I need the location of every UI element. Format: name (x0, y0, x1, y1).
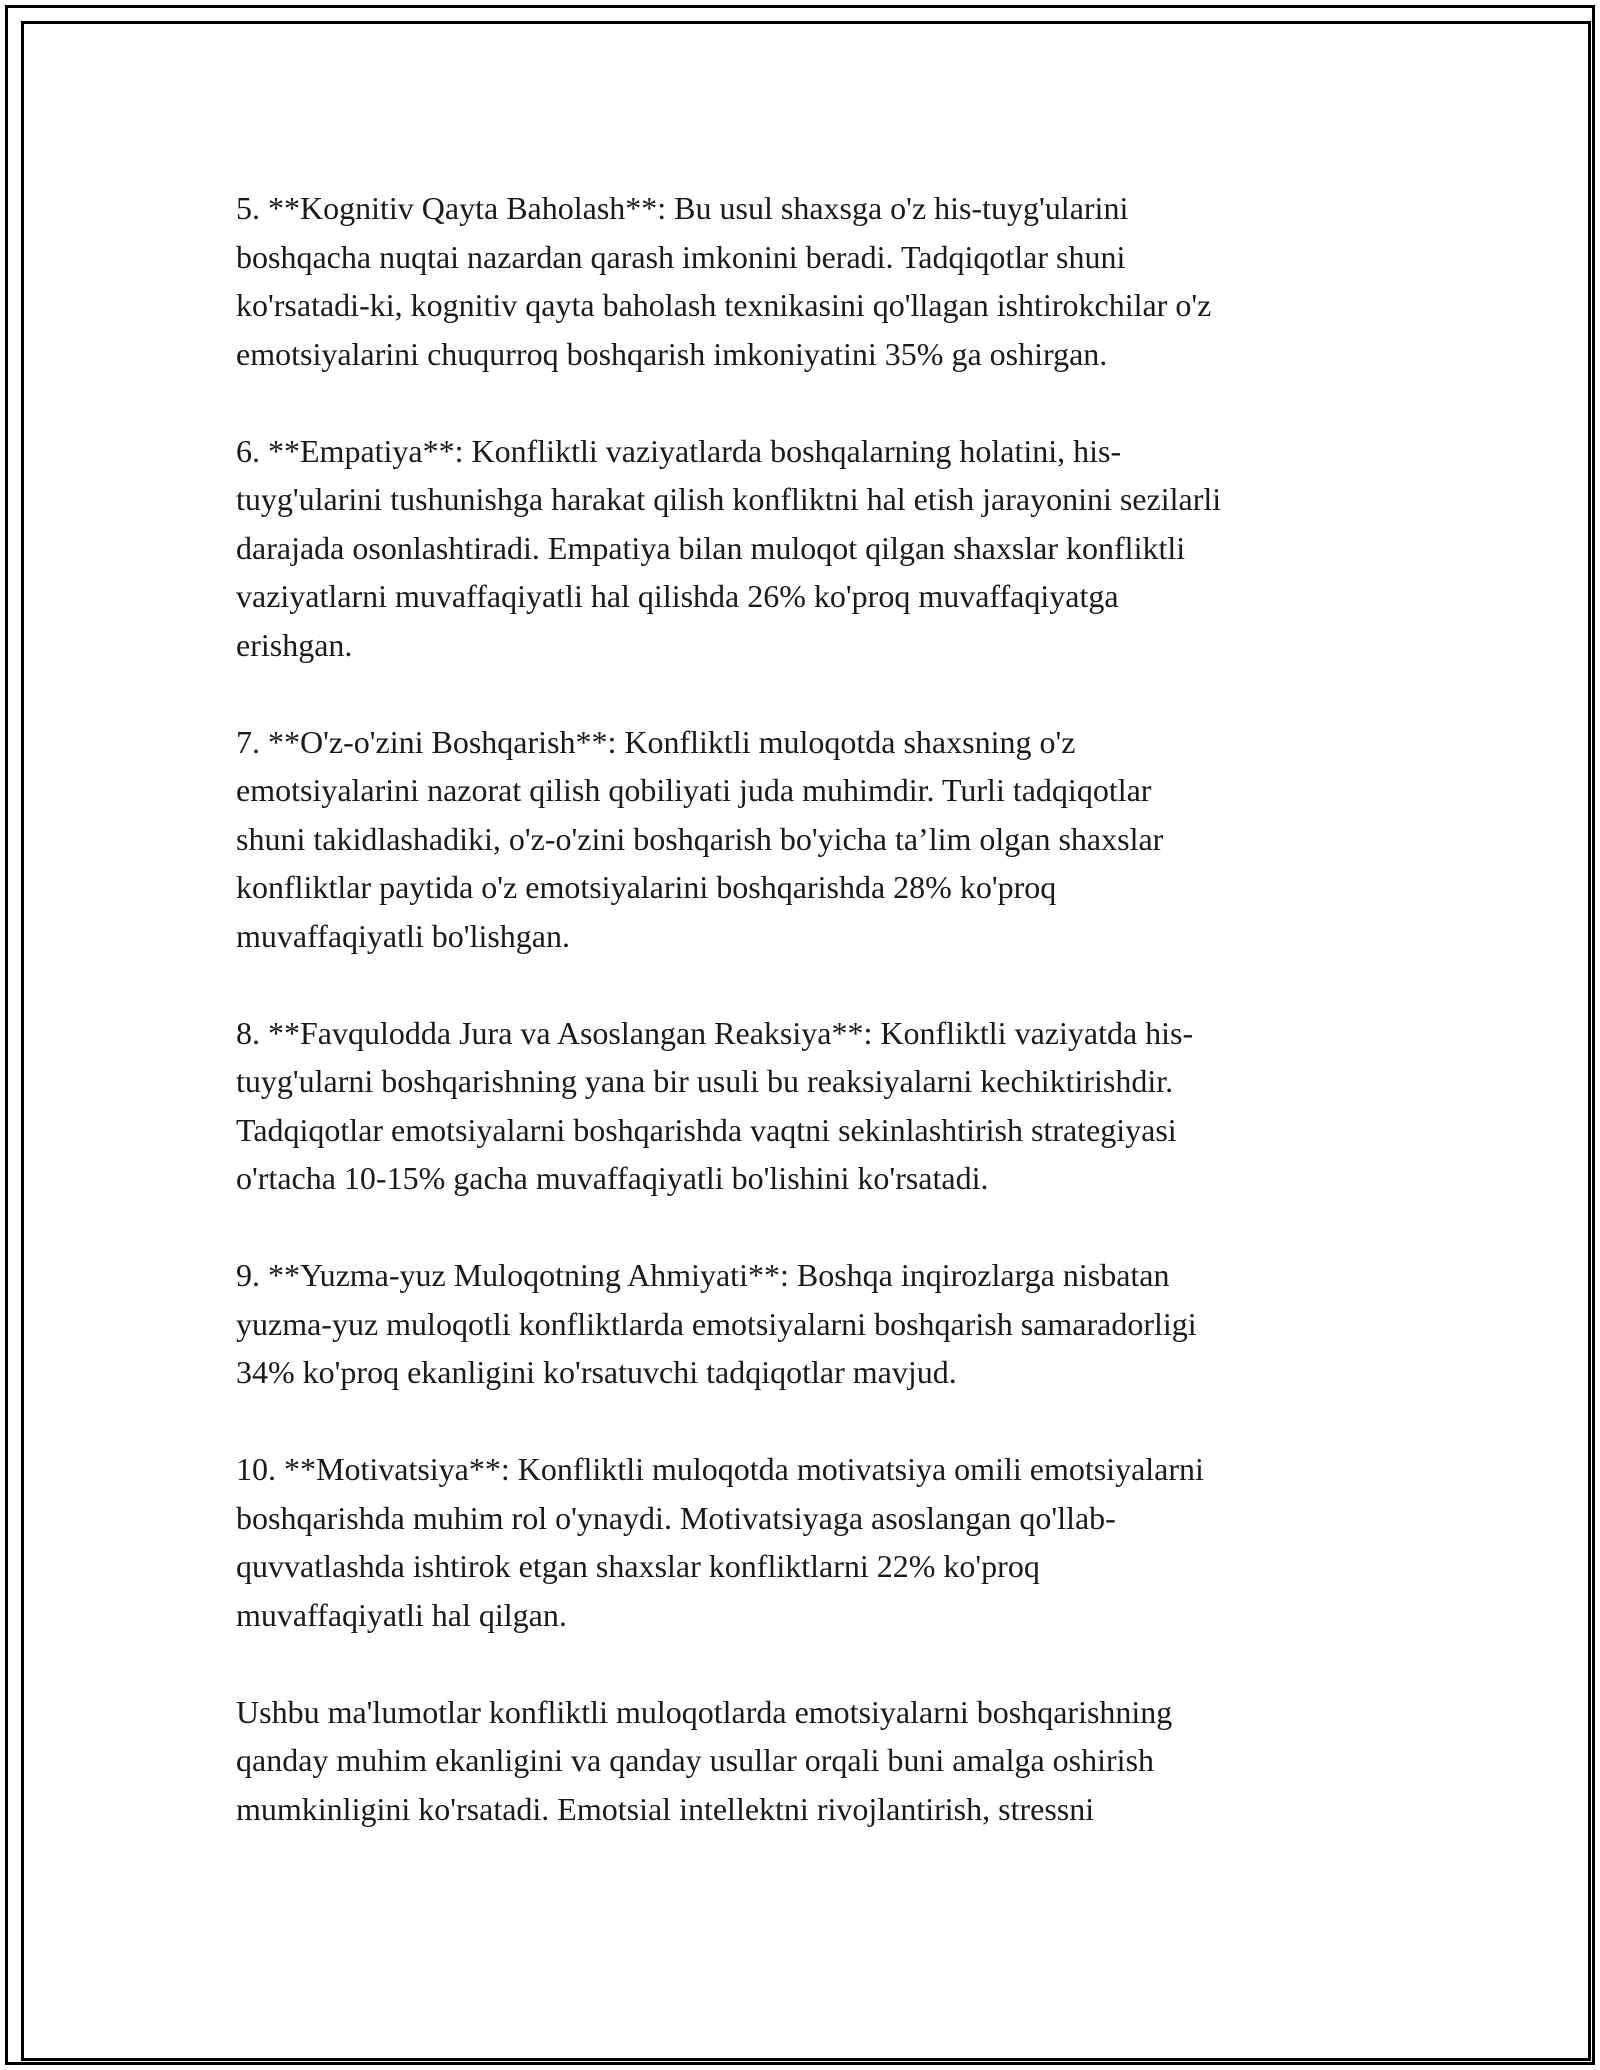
paragraph-self-regulation: 7. **O'z-o'zini Boshqarish**: Konfliktli muloqotda shaxsning o'z emotsiyalarini nazorat qilish qobiliyati juda muhimdir. Turli tadqiqotlar shuni takidlashadiki, o'z-o'zini boshqarish bo'yicha ta’lim olgan shaxslar konfliktlar paytida o'z emotsiyalarini boshqarishda 28% ko'proq muvaffaqiyatli bo'lishgan. (236, 723, 1164, 954)
paragraph-conclusion: Ushbu ma'lumotlar konfliktli muloqotlarda emotsiyalarni boshqarishning qanday muhim ekanligini va qanday usullar orqali buni amalga oshirish mumkinligini ko'rsatadi. Emotsial intellektni rivojlantirish, stressni (236, 1693, 1173, 1827)
paragraph-empathy: 6. **Empatiya**: Konfliktli vaziyatlarda boshqalarning holatini, his- tuyg'ularini tushunishga harakat qilish konfliktni hal etish jarayonini sezilarli darajada osonlashtiradi. Empatiya bilan muloqot qilgan shaxslar konfliktli vaziyatlarni muvaffaqiyatli hal qilishda 26% ko'proq muvaffaqiyatga erishgan. (236, 432, 1222, 663)
document-body (236, 184, 1386, 1833)
paragraph-cognitive-reappraisal: 5. **Kognitiv Qayta Baholash**: Bu usul shaxsga o'z his-tuyg'ularini boshqacha nuqtai nazardan qarash imkonini beradi. Tadqiqotlar shuni ko'rsatadi-ki, kognitiv qayta baholash texnikasini qo'llagan ishtirokchilar o'z emotsiyalarini chuqurroq boshqarish imkoniyatini 35% ga oshirgan. (236, 190, 1212, 372)
paragraph-delayed-reaction: 8. **Favqulodda Jura va Asoslangan Reaksiya**: Konfliktli vaziyatda his- tuyg'ularni boshqarishning yana bir usuli bu reaksiyalarni kechiktirishdir. Tadqiqotlar emotsiyalarni boshqarishda vaqtni sekinlashtirish strategiyasi o'rtacha 10-15% gacha muvaffaqiyatli bo'lishini ko'rsatadi. (236, 1014, 1194, 1196)
paragraph-motivation: 10. **Motivatsiya**: Konfliktli muloqotda motivatsiya omili emotsiyalarni boshqarishda muhim rol o'ynaydi. Motivatsiyaga asoslangan qo'llab- quvvatlashda ishtirok etgan shaxslar konfliktlarni 22% ko'proq muvaffaqiyatli hal qilgan. (236, 1451, 1204, 1633)
paragraph-face-to-face: 9. **Yuzma-yuz Muloqotning Ahmiyati**: Boshqa inqirozlarga nisbatan yuzma-yuz muloqotli konfliktlarda emotsiyalarni boshqarish samaradorligi 34% ko'proq ekanligini ko'rsatuvchi tadqiqotlar mavjud. (236, 1257, 1197, 1390)
